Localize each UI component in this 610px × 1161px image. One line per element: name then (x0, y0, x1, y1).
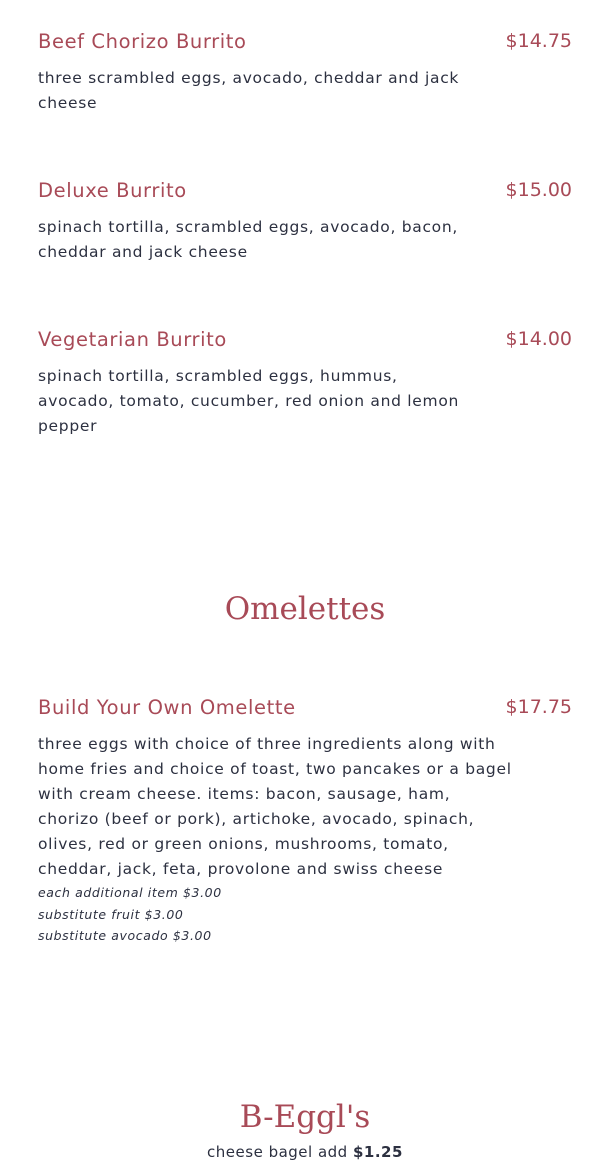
menu-item-note: substitute fruit $3.00 (38, 906, 184, 922)
menu-item-beef-chorizo-burrito (38, 30, 572, 116)
menu-item-header (38, 30, 572, 56)
section-title-omelettes: Omelettes (224, 591, 386, 627)
menu-item-name: Beef Chorizo Burrito (38, 30, 247, 53)
menu-item-build-your-own-omelette (38, 696, 572, 947)
menu-item-description: three eggs with choice of three ingredients along with home fries and choice of toast, two pancakes or a bagel with cream cheese. items: bacon, sausage, ham, chorizo (beef or pork), artichoke, avocado, spinach, olives, red or green onions, mushrooms, tomato, cheddar, jack, feta, provolone and swiss cheese (38, 735, 512, 878)
menu-item-name: Deluxe Burrito (38, 179, 187, 202)
menu-item-name: Vegetarian Burrito (38, 328, 227, 351)
menu-item-description: three scrambled eggs, avocado, cheddar and jack cheese (38, 69, 460, 112)
menu-item-note: each additional item $3.00 (38, 885, 222, 900)
menu-item-price: $15.00 (505, 179, 572, 201)
section-subtitle-beggls (0, 1143, 610, 1161)
menu-item-notes (38, 882, 572, 947)
menu-item-header (38, 328, 572, 354)
menu-item-header (38, 696, 572, 722)
menu-item-price: $17.75 (505, 696, 572, 718)
subtitle-text: cheese bagel add (207, 1143, 348, 1161)
menu-item-description: spinach tortilla, scrambled eggs, hummus, avocado, tomato, cucumber, red onion and lemon pepper (38, 367, 460, 435)
section-title-beggls: B-Eggl's (239, 1099, 371, 1135)
subtitle-price: $1.25 (352, 1143, 403, 1161)
menu-item-header (38, 179, 572, 205)
menu-item-note: substitute avocado $3.00 (38, 928, 212, 943)
menu-item-vegetarian-burrito (38, 328, 572, 439)
menu-item-price: $14.75 (505, 30, 572, 52)
menu-item-name: Build Your Own Omelette (38, 696, 296, 719)
menu-item-description: spinach tortilla, scrambled eggs, avocado, bacon, cheddar and jack cheese (38, 218, 458, 261)
menu-item-price: $14.00 (505, 328, 572, 350)
menu-item-deluxe-burrito (38, 179, 572, 265)
